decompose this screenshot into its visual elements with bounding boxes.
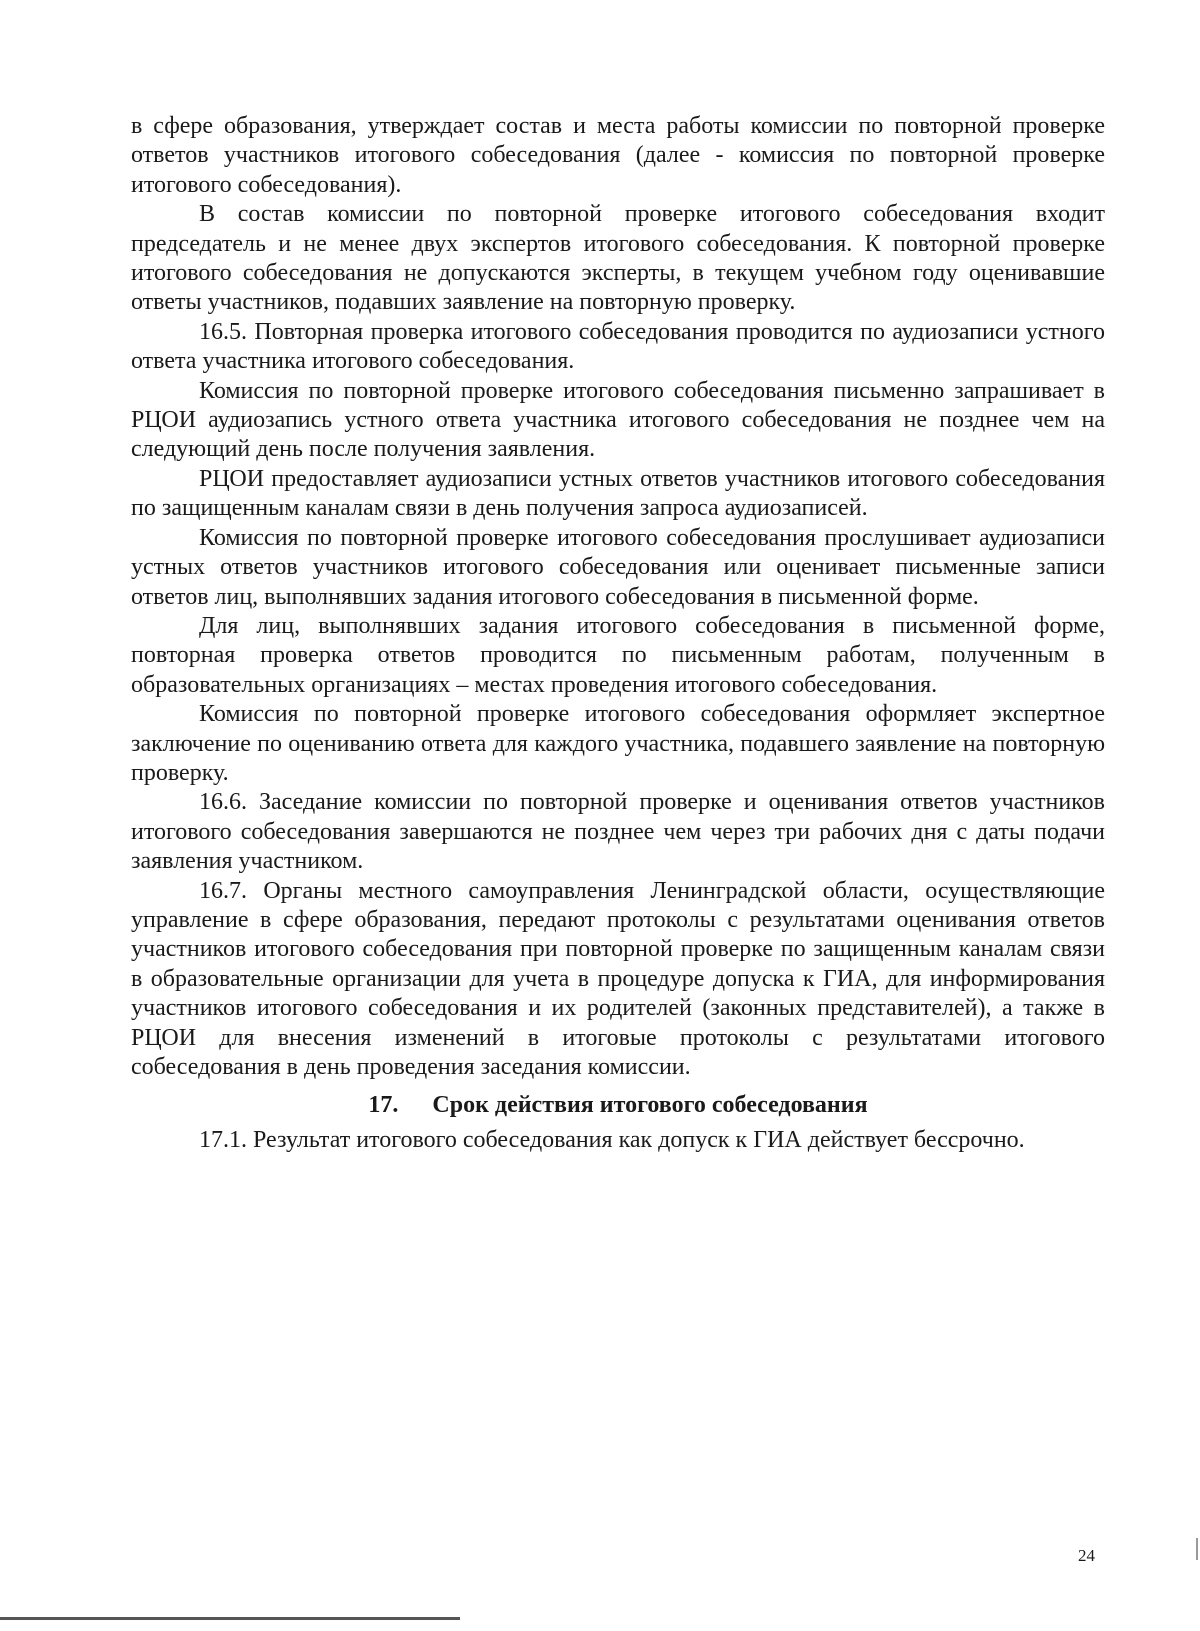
page-number: 24 bbox=[1078, 1546, 1095, 1565]
paragraph-16-5: 16.5. Повторная проверка итогового собеседования проводится по аудиозаписи устного ответа участника итогового собеседования. bbox=[131, 318, 1105, 375]
document-body bbox=[131, 112, 1105, 1156]
paragraph-written-form: Для лиц, выполнявших задания итогового собеседования в письменной форме, повторная проверка ответов проводится по письменным работам, полученным в образовательных организациях – местах проведения итогового собеседования. bbox=[131, 612, 1105, 698]
paragraph-17-1: 17.1. Результат итогового собеседования как допуск к ГИА действует бессрочно. bbox=[199, 1127, 1025, 1154]
scan-edge-line bbox=[0, 1617, 460, 1620]
scan-edge-mark bbox=[1196, 1538, 1198, 1560]
paragraph-16-6: 16.6. Заседание комиссии по повторной проверке и оценивания ответов участников итогового собеседования завершаются не позднее чем через три рабочих дня с даты подачи заявления участником. bbox=[131, 789, 1105, 875]
section-heading-17 bbox=[131, 1090, 1105, 1120]
paragraph-rcoi-provides-audio: РЦОИ предоставляет аудиозаписи устных ответов участников итогового собеседования по защищенным каналам связи в день получения запроса аудиозаписей. bbox=[131, 465, 1105, 522]
paragraph-commission-listens: Комиссия по повторной проверке итогового собеседования прослушивает аудиозаписи устных ответов участников итогового собеседования или оценивает письменные записи ответов лиц, выполнявших задания итогового собеседования в письменной форме. bbox=[131, 524, 1105, 610]
paragraph-commission-composition-intro: в сфере образования, утверждает состав и места работы комиссии по повторной проверке ответов участников итогового собеседования (далее - комиссия по повторной проверке итогового собеседования). bbox=[131, 113, 1105, 198]
paragraph-expert-conclusion: Комиссия по повторной проверке итогового собеседования оформляет экспертное заключение по оцениванию ответа для каждого участника, подавшего заявление на повторную проверку. bbox=[131, 701, 1105, 786]
paragraph-16-7: 16.7. Органы местного самоуправления Ленинградской области, осуществляющие управление в сфере образования, передают протоколы с результатами оценивания ответов участников итогового собеседования при повторной проверке по защищенным каналам связи в образовательные организации для учета в процедуре допуска к ГИА, для информирования участников итогового собеседования и их родителей (законных представителей), а также в РЦОИ для внесения изменений в итоговые протоколы с результатами итогового собеседования в день проведения заседания комиссии. bbox=[131, 877, 1105, 1080]
section-title: Срок действия итогового собеседования bbox=[432, 1092, 868, 1119]
paragraph-commission-members: В состав комиссии по повторной проверке итогового собеседования входит председатель и не менее двух экспертов итогового собеседования. К повторной проверке итогового собеседования не допускаются эксперты, в текущем учебном году оценивавшие ответы участников, подавших заявление на повторную проверку. bbox=[131, 201, 1105, 316]
paragraph-audio-request: Комиссия по повторной проверке итогового собеседования письменно запрашивает в РЦОИ аудиозапись устного ответа участника итогового собеседования не позднее чем на следующий день после получения заявления. bbox=[131, 377, 1105, 463]
section-number: 17. bbox=[368, 1092, 399, 1119]
